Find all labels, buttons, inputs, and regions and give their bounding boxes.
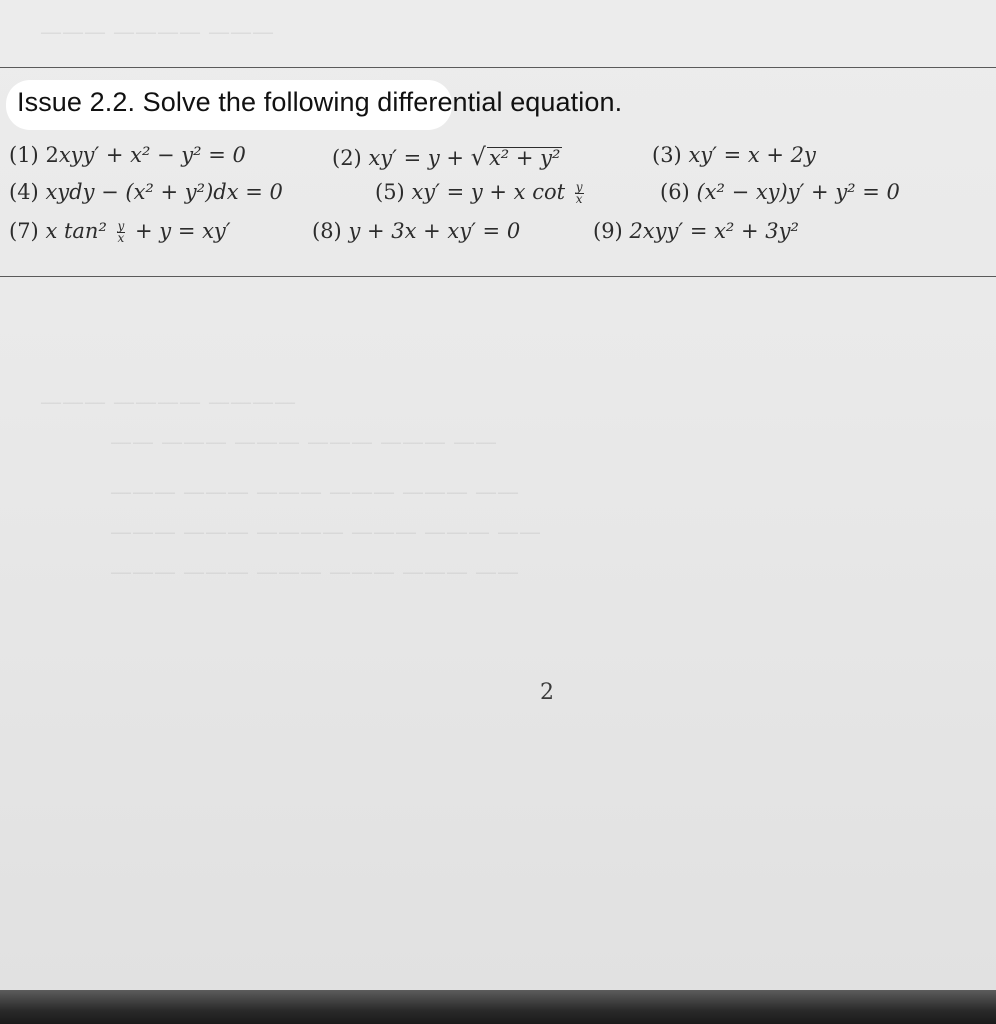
equation-4	[9, 180, 283, 204]
equation-2: (2) xy′ = y + √ x² + y²	[332, 143, 561, 171]
issue-label: Issue 2.2. Solve the following differential equation.	[17, 87, 623, 117]
equation-number: (3)	[652, 143, 682, 167]
bleed-through-text: ——— ——— ——— ——— ——— ——	[110, 560, 519, 585]
equation-7: (7) x tan² $\frac{y}{x}$ + y = xy′	[9, 219, 231, 245]
bleed-through-text: ——— ——— ———— ——— ——— ——	[110, 520, 541, 545]
bleed-through-text: ——— ———— ————	[40, 390, 296, 415]
equation-body: xy′ = y +	[368, 146, 471, 170]
radicand: x² + y²	[488, 146, 561, 170]
equation-number: (8)	[312, 219, 342, 243]
equation-body: y + 3x + xy′ = 0	[348, 219, 521, 243]
equation-number: (7)	[9, 219, 39, 243]
equation-6	[660, 180, 900, 204]
equation-number: (9)	[593, 219, 623, 243]
top-rule	[0, 67, 996, 68]
equation-body: xy′ = x + 2y	[688, 143, 816, 167]
equation-5	[375, 180, 587, 205]
bottom-rule	[0, 276, 996, 277]
equation-number: (6)	[660, 180, 690, 204]
fraction: $\frac{y}{x}$	[575, 180, 583, 206]
page-number: 2	[540, 680, 554, 705]
bleed-through-text: ——— ———— ———	[40, 20, 274, 45]
equation-number: (4)	[9, 180, 39, 204]
equation-body: xydy − (x² + y²)dx = 0	[45, 180, 283, 204]
bleed-through-text: —— ——— ——— ——— ——— ——	[110, 430, 497, 455]
equation-body: + y = xy′	[128, 219, 231, 243]
desk-edge	[0, 990, 996, 1024]
equation-number: (5)	[375, 180, 405, 204]
equation-3	[652, 143, 816, 167]
bleed-through-text: ——— ——— ——— ——— ——— ——	[110, 480, 519, 505]
equation-8	[312, 219, 520, 243]
equation-body: xyy′ + x² − y² = 0	[58, 143, 246, 167]
equation-number: (1)	[9, 143, 39, 167]
equation-body: 2xyy′ = x² + 3y²	[629, 219, 799, 243]
fraction: $\frac{y}{x}$	[117, 219, 125, 245]
equation-number: (2)	[332, 146, 362, 170]
equation-body: (x² − xy)y′ + y² = 0	[696, 180, 900, 204]
equation-body: xy′ = y + x cot	[411, 180, 572, 204]
equation-1: (1) 2xyy′ + x² − y² = 0	[9, 143, 246, 167]
equation-9	[593, 219, 799, 243]
